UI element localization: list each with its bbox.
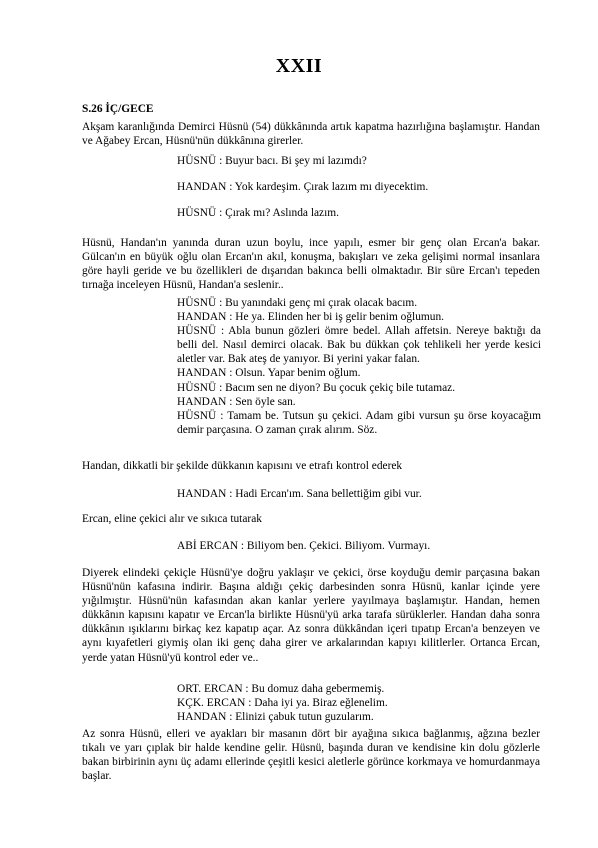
chapter-title: XXII xyxy=(275,55,323,77)
dialogue-line: HÜSNÜ : Buyur bacı. Bi şey mi lazımdı? xyxy=(177,155,367,167)
dialogue-line: ABİ ERCAN : Biliyom ben. Çekici. Biliyom. Vurmayı. xyxy=(177,540,431,552)
dialogue-line: HANDAN : Elinizi çabuk tutun guzularım. xyxy=(177,711,374,724)
dialogue-line: HÜSNÜ : Bacım sen ne diyon? Bu çocuk çekiç bile tutamaz. xyxy=(177,381,456,394)
action-paragraph-4: Ercan, eline çekici alır ve sıkıca tutarak xyxy=(82,513,262,525)
dialogue-line: HÜSNÜ : Çırak mı? Aslında lazım. xyxy=(177,207,339,219)
action-paragraph-6: Az sonra Hüsnü, elleri ve ayakları bir masanın dört bir ayağına sıkıca bağlanmış, ağzına bezler tıkalı ve yarı çıplak bir halde kendine gelir. Hüsnü, başında duran ve kendisine kin dolu gözlerle bakan birbirinin aynı üç adamı ellerinde çeşitli kesici aletlerle görünce korkmaya ve homurdanmaya başlar. xyxy=(82,728,540,783)
dialogue-line: HANDAN : He ya. Elinden her bi iş gelir benim oğlumun. xyxy=(177,311,445,324)
dialogue-block xyxy=(177,682,541,724)
dialogue-line: HÜSNÜ : Abla bunun gözleri ömre bedel. Allah affetsin. Nereye baktığı da belli del. Nasıl demirci olacak. Bak bu dükkan çok tehlikeli her yerde kesici aletler var. Bak ateş de yanıyor. Bi yerini yakar falan. xyxy=(177,325,541,366)
dialogue-line: HANDAN : Olsun. Yapar benim oğlum. xyxy=(177,367,361,380)
dialogue-line: HANDAN : Yok kardeşim. Çırak lazım mı diyecektim. xyxy=(177,181,429,193)
action-paragraph-1: Akşam karanlığında Demirci Hüsnü (54) dükkânında artık kapatma hazırlığına başlamıştır. Handan ve Ağabey Ercan, Hüsnü'nün dükkânına girerler. xyxy=(82,121,540,148)
dialogue-line: HÜSNÜ : Tamam be. Tutsun şu çekici. Adam gibi vursun şu örse koyacağım demir parçasına. O zaman çırak alırım. Söz. xyxy=(177,409,541,436)
dialogue-line: HANDAN : Hadi Ercan'ım. Sana bellettiğim gibi vur. xyxy=(177,488,422,500)
dialogue-line: KÇK. ERCAN : Daha iyi ya. Biraz eğlenelim. xyxy=(177,697,388,710)
action-paragraph-3: Handan, dikkatli bir şekilde dükkanın kapısını ve etrafı kontrol ederek xyxy=(82,460,403,472)
dialogue-line: ORT. ERCAN : Bu domuz daha gebermemiş. xyxy=(177,683,385,695)
action-paragraph-2: Hüsnü, Handan'ın yanında duran uzun boylu, ince yapılı, esmer bir genç olan Ercan'a bakar. Gülcan'ın en büyük oğlu olan Ercan'ın akıl, konuşma, bakışları ve zeka gelişimi normal insanlara göre hayli geride ve bu özellikleri de dışarıdan bakınca belli olmaktadır. Bir süre Ercan'ı tepeden tırnağa inceleyen Hüsnü, Handan'a seslenir.. xyxy=(82,237,540,292)
dialogue-block xyxy=(177,296,541,437)
dialogue-line: HANDAN : Sen öyle san. xyxy=(177,395,296,408)
scene-heading: S.26 İÇ/GECE xyxy=(82,103,154,115)
action-paragraph-5: Diyerek elindeki çekiçle Hüsnü'ye doğru yaklaşır ve çekici, örse koyduğu demir parçasına bakan Hüsnü'nün kafasına indirir. Başına aldığı çekiç darbesinden sonra Hüsnü, kanlar içinde yere yığılmıştır. Hüsnü'nün kafasından akan kanlar yerlere yayılmaya başlamıştır. Handan, hemen dükkânın kapısını kapatır ve Ercan'la birlikte Hüsnü'yü arka tarafa sürüklerler. Handan daha sonra dükkânın ışıklarını birkaç kez kapatıp açar. Az sonra dükkândan içeri tıpatıp Ercan'a benzeyen ve aynı kıyafetleri giymiş olan iki genç daha girer ve arkalarından kapıyı kilitlerler. Ortanca Ercan, yerde yatan Hüsnü'yü kontrol eder ve.. xyxy=(82,567,540,664)
dialogue-line: HÜSNÜ : Bu yanındaki genç mi çırak olacak bacım. xyxy=(177,297,418,309)
